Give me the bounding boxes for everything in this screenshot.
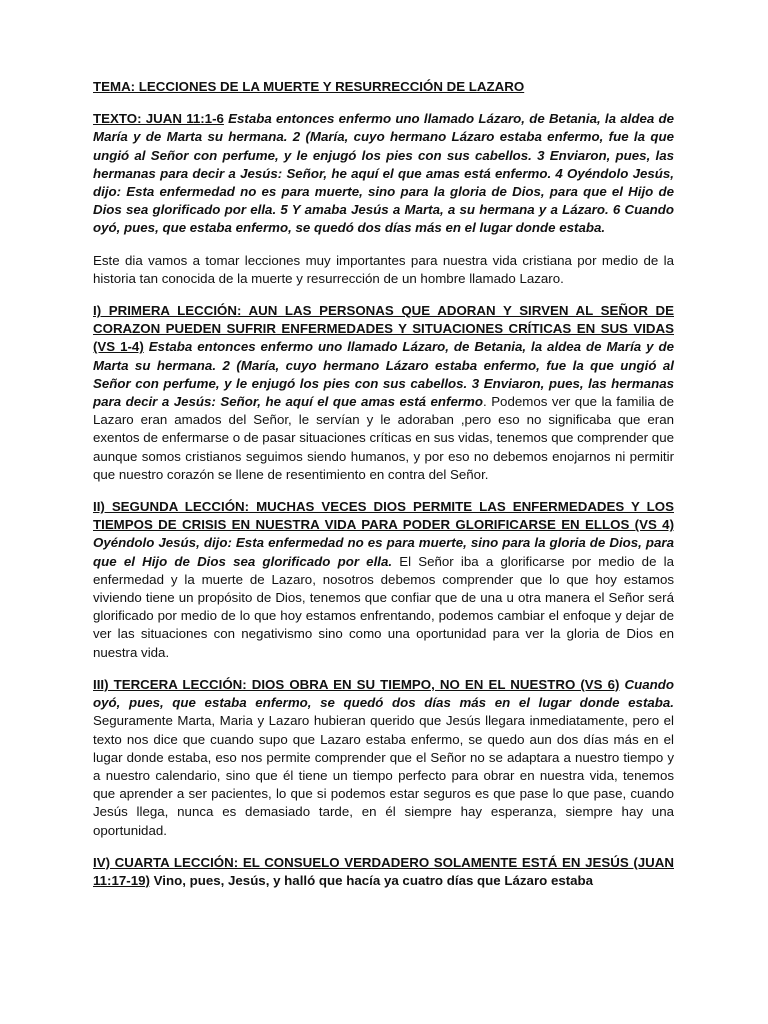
lesson-2-body: El Señor iba a glorificarse por medio de la enfermedad y la muerte de Lazaro, nosotros debemos comprender que lo que hoy estamos viviendo tiene un propósito de Dios, tenemos que confiar que de una u otra manera el Señor será glorificado por medio de lo que hoy estamos enfrentando, podemos cambiar el enfoque y dejar de ver las situaciones con negativismo sino como una oportunidad para ver la gloria de Dios en nuestra vida. [93,553,674,660]
document-page [93,78,674,904]
lesson-4-verse: Vino, pues, Jesús, y halló que hacía ya cuatro días que Lázaro estaba [153,872,594,888]
lesson-1-heading: I) PRIMERA LECCIÓN: AUN LAS PERSONAS QUE ADORAN Y SIRVEN AL SEÑOR DE CORAZON PUEDEN SUFRIR ENFERMEDADES Y SITUACIONES CRÍTICAS EN SUS VIDAS (VS 1-4) [93,303,674,355]
lesson-3-body: Seguramente Marta, Maria y Lazaro hubieran querido que Jesús llegara inmediatamente, pero el texto nos dice que cuando supo que Lazaro estaba enfermo, se quedo aun dos días más en el lugar donde estaba, eso nos permite comprender que el Señor no se adaptara a nuestro tiempo y a nuestro calendario, sino que él tiene un tiempo perfecto para obrar en nuestra vida, tenemos que aprender a ser pacientes, lo que si podemos estar seguros es que pase lo que pase, cuando Jesús llega, nunca es demasiado tarde, en él siempre hay esperanza, siempre hay una oportunidad. [93,713,674,838]
lesson-4-heading: IV) CUARTA LECCIÓN: EL CONSUELO VERDADERO SOLAMENTE ESTÁ EN JESÚS (JUAN 11:17-19) [93,854,674,888]
lesson-3-heading: III) TERCERA LECCIÓN: DIOS OBRA EN SU TIEMPO, NO EN EL NUESTRO (VS 6) [93,676,620,692]
lesson-2-verse: Oyéndolo Jesús, dijo: Esta enfermedad no es para muerte, sino para la gloria de Dios, para que el Hijo de Dios sea glorificado por ella. [93,535,674,569]
intro-paragraph: Este dia vamos a tomar lecciones muy importantes para nuestra vida cristiana por medio de la historia tan conocida de la muerte y resurrección de un hombre llamado Lazaro. [93,252,674,286]
lesson-1-paragraph [93,302,674,484]
lesson-1-body: . Podemos ver que la familia de Lazaro eran amados del Señor, le servían y le adoraban ,pero eso no significaba que eran exentos de enfermarse o de pasar situaciones críticas en sus vidas, tenemos que comprender que aunque somos cristianos seguimos siendo humanos, y por eso no debemos enojarnos ni permitir que nuestro corazón se llene de resentimiento en contra del Señor. [93,394,674,482]
lesson-1-verse: Estaba entonces enfermo uno llamado Lázaro, de Betania, la aldea de María y de Marta su hermana. 2 (María, cuyo hermano Lázaro estaba enfermo, fue la que ungió al Señor con perfume, y le enjugó los pies con sus cabellos. 3 Enviaron, pues, las hermanas para decir a Jesús: Señor, he aquí el que amas está enfermo [93,339,674,410]
lesson-3-verse: Cuando oyó, pues, que estaba enfermo, se quedó dos días más en el lugar donde estaba. [93,676,674,711]
lesson-2-heading: II) SEGUNDA LECCIÓN: MUCHAS VECES DIOS PERMITE LAS ENFERMEDADES Y LOS TIEMPOS DE CRISIS EN NUESTRA VIDA PARA PODER GLORIFICARSE EN ELLOS (VS 4) [93,499,674,533]
texto-verse: Estaba entonces enfermo uno llamado Lázaro, de Betania, la aldea de María y de Marta su hermana. 2 (María, cuyo hermano Lázaro estaba enfermo, fue la que ungió al Señor con perfume, y le enjugó los pies con sus cabellos. 3 Enviaron, pues, las hermanas para decir a Jesús: Señor, he aquí el que amas está enfermo. 4 Oyéndolo Jesús, dijo: Esta enfermedad no es para muerte, sino para la gloria de Dios, para que el Hijo de Dios sea glorificado por ella. 5 Y amaba Jesús a Marta, a su hermana y a Lázaro. 6 Cuando oyó, pues, que estaba enfermo, se quedó dos días más en el lugar donde estaba. [93,111,675,236]
texto-paragraph [93,110,674,237]
document-title: TEMA: LECCIONES DE LA MUERTE Y RESURRECCIÓN DE LAZARO [93,79,525,94]
lesson-3-paragraph [93,676,674,840]
lesson-2-paragraph [93,498,674,662]
lesson-4-paragraph [93,854,674,890]
texto-heading: TEXTO: JUAN 11:1-6 [93,111,224,127]
